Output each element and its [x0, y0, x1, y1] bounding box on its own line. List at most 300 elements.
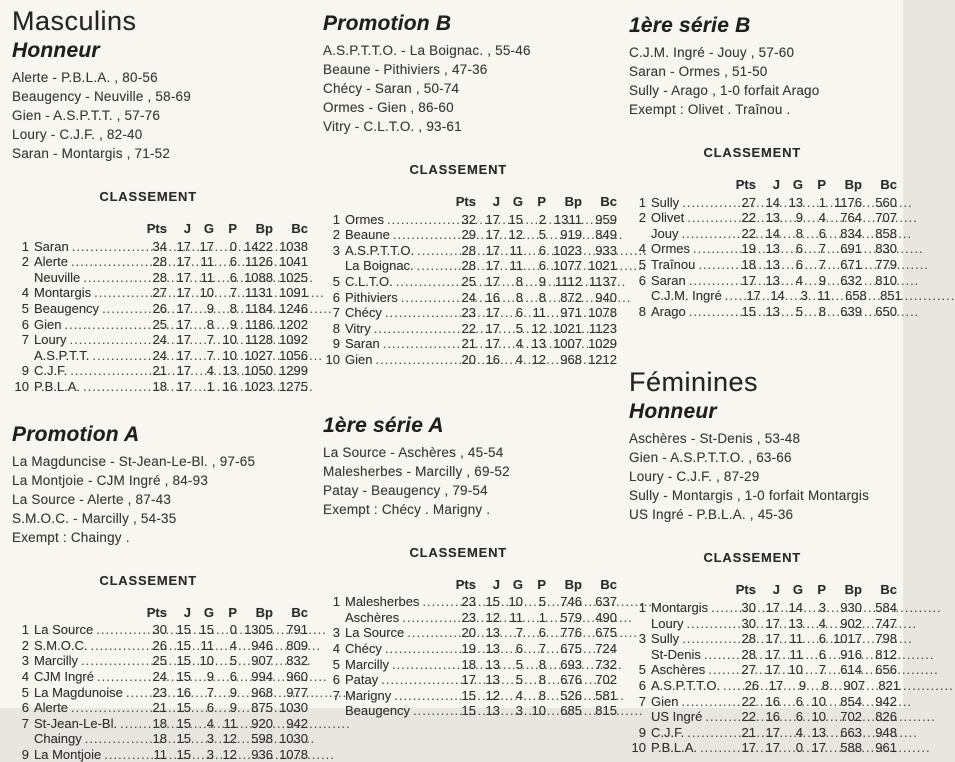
bc-value: 977 [286, 684, 308, 700]
rank-value: 7 [332, 687, 340, 703]
p-value: 8 [538, 656, 546, 672]
g-value: 6 [795, 256, 803, 272]
bc-value: 1212 [588, 351, 617, 367]
col-header-bp: Bp [844, 582, 862, 598]
column-middle [323, 0, 617, 719]
dot-leader [102, 301, 137, 317]
pts-value: 34 [152, 238, 167, 254]
bc-value: 959 [595, 211, 617, 227]
team-name: Aschères [651, 662, 706, 678]
bp-value: 916 [840, 646, 862, 662]
bc-value: 1202 [279, 316, 308, 332]
bc-value: 702 [595, 672, 617, 688]
table-row [12, 285, 308, 301]
team-name: Malesherbes [345, 594, 420, 610]
p-value: 2 [538, 211, 546, 227]
rank-value: 5 [21, 684, 29, 700]
standings-header-row [323, 577, 617, 593]
pts-value: 19 [461, 640, 476, 656]
col-header-bp: Bp [255, 221, 273, 236]
bp-value: 968 [251, 684, 273, 700]
bc-value: 581 [595, 687, 617, 703]
bc-value: 810 [875, 272, 897, 288]
team-name: A.S.P.T.T. [34, 347, 90, 363]
team-name: Montargis [34, 285, 92, 301]
dot-leader [83, 270, 137, 286]
table-row [12, 700, 308, 716]
g-value: 3 [206, 746, 214, 762]
g-value: 6 [206, 700, 214, 716]
dot-leader [72, 239, 137, 255]
classement-heading: CLASSEMENT [703, 145, 802, 160]
j-value: 13 [765, 256, 780, 272]
p-value: 0 [229, 622, 237, 638]
bp-value: 658 [845, 288, 867, 304]
result-line: Saran - Ormes , 51-50 [629, 64, 768, 79]
pts-value: 23 [461, 594, 476, 610]
bc-value: 830 [875, 241, 897, 257]
bp-value: 598 [251, 731, 273, 747]
bp-value: 1017 [833, 631, 862, 647]
j-value: 15 [485, 594, 500, 610]
pts-value: 27 [741, 194, 756, 210]
bp-value: 776 [560, 625, 582, 641]
dot-leader [413, 703, 446, 719]
results-list [12, 452, 308, 547]
p-value: 0 [229, 238, 237, 254]
g-value: 8 [795, 225, 803, 241]
table-row [323, 212, 617, 228]
rank-value: 5 [332, 656, 340, 672]
bp-value: 1422 [244, 238, 273, 254]
dot-leader [687, 616, 726, 632]
table-row [629, 740, 897, 756]
col-header-g: G [512, 576, 523, 592]
bp-value: 702 [840, 709, 862, 725]
dot-leader [71, 254, 137, 270]
team-name: Marcilly [34, 653, 79, 669]
team-name: Marcilly [345, 656, 390, 672]
rank-value: 3 [332, 242, 340, 258]
col-header-p: P [228, 604, 237, 620]
pts-value: 21 [152, 700, 167, 716]
j-value: 17 [485, 242, 500, 258]
p-value: 7 [818, 256, 826, 272]
team-name: Traînou [651, 256, 696, 272]
pts-value: 29 [461, 227, 476, 243]
table-row [323, 688, 617, 704]
standings-header-row [323, 194, 617, 210]
bp-value: 1027 [244, 347, 273, 363]
table-row [629, 210, 897, 226]
dot-leader [723, 678, 729, 694]
pts-value: 24 [152, 668, 167, 684]
pts-value: 22 [461, 320, 476, 336]
table-row [12, 685, 308, 701]
pts-value: 28 [461, 258, 476, 274]
bc-value: 1299 [279, 363, 308, 379]
pts-value: 18 [741, 256, 756, 272]
g-value: 11 [200, 637, 214, 653]
j-value: 17 [765, 662, 780, 678]
rank-value: 3 [638, 631, 646, 647]
team-name: Pithiviers [345, 289, 398, 305]
g-value: 13 [788, 194, 803, 210]
bp-value: 930 [840, 599, 862, 615]
j-value: 17 [485, 320, 500, 336]
classement-heading: CLASSEMENT [703, 550, 802, 566]
dot-leader [687, 725, 726, 741]
team-name: Gien [651, 693, 679, 709]
team-name: Alerte [34, 254, 68, 270]
col-header-g: G [203, 221, 214, 236]
team-name: La Boignac. [345, 258, 414, 274]
col-header-j: J [183, 604, 191, 620]
result-line: S.M.O.C. - Marcilly , 54-35 [12, 510, 177, 526]
bc-value: 650 [875, 303, 897, 319]
col-header-pts: Pts [455, 194, 476, 209]
table-row [12, 731, 308, 747]
dot-leader [698, 257, 726, 273]
table-row [629, 616, 897, 632]
j-value: 13 [765, 241, 780, 257]
team-name: Beaugency [34, 300, 100, 316]
p-value: 3 [818, 599, 826, 615]
team-name: Olivet [651, 210, 685, 226]
p-value: 16 [222, 378, 237, 394]
team-name: C.L.T.O. [345, 273, 393, 289]
j-value: 16 [485, 351, 500, 367]
rank-value: 2 [638, 210, 646, 226]
pts-value: 24 [461, 289, 476, 305]
g-value: 11 [509, 258, 523, 274]
col-header-p: P [817, 177, 826, 192]
rank-value: 4 [638, 241, 646, 257]
g-value: 1 [206, 378, 214, 394]
result-line: Ormes - Gien , 86-60 [323, 100, 454, 115]
dot-leader [693, 241, 726, 257]
p-value: 8 [538, 687, 546, 703]
p-value: 9 [229, 316, 237, 332]
pts-value: 17 [746, 288, 761, 304]
pts-value: 23 [461, 305, 476, 321]
pts-value: 22 [741, 210, 756, 226]
table-row [12, 653, 308, 669]
dot-leader [120, 716, 137, 732]
team-name: La Source [34, 622, 94, 638]
table-row [629, 662, 897, 678]
team-name: Vitry [345, 320, 371, 336]
bc-value: 1137 [589, 273, 617, 289]
pts-value: 24 [152, 347, 167, 363]
table-row [629, 241, 897, 257]
team-name: Ormes [651, 241, 690, 257]
j-value: 17 [176, 238, 191, 254]
g-value: 3 [515, 703, 523, 719]
result-line: Vitry - C.L.T.O. , 93-61 [323, 119, 462, 134]
team-name: Chécy [345, 305, 382, 321]
rank-value: 9 [332, 336, 340, 352]
bp-value: 1176 [834, 194, 862, 210]
rank-value: 4 [21, 668, 29, 684]
bc-value: 1246 [279, 300, 308, 316]
p-value: 6 [538, 258, 546, 274]
dot-leader [385, 305, 446, 321]
rank-value: 9 [21, 363, 29, 379]
p-value: 17 [811, 740, 826, 756]
col-header-j: J [183, 221, 191, 236]
table-row [12, 301, 308, 317]
g-value: 12 [508, 227, 523, 243]
bc-value: 851 [880, 288, 902, 304]
g-value: 3 [800, 288, 808, 304]
table-row [629, 226, 897, 242]
pts-value: 21 [461, 336, 476, 352]
result-line: Chécy - Saran , 50-74 [323, 81, 460, 96]
dot-leader [104, 747, 137, 762]
p-value: 6 [538, 242, 546, 258]
dot-leader [704, 647, 726, 663]
dot-leader [393, 227, 446, 243]
rank-value: 6 [638, 677, 646, 693]
dot-leader [689, 273, 726, 289]
team-name: Loury [34, 332, 67, 348]
rank-value: 3 [332, 625, 340, 641]
team-name: CJM Ingré [34, 668, 94, 684]
j-value: 17 [176, 316, 191, 332]
j-value: 17 [176, 363, 191, 379]
team-name: Gien [345, 351, 373, 367]
bc-value: 779 [875, 256, 897, 272]
standings-table [323, 577, 617, 719]
col-header-bc: Bc [880, 582, 897, 598]
g-value: 4 [795, 724, 803, 740]
col-header-bp: Bp [844, 177, 862, 192]
classement-heading: CLASSEMENT [99, 572, 197, 588]
g-value: 6 [795, 709, 803, 725]
p-value: 11 [532, 305, 546, 321]
bc-value: 724 [595, 640, 617, 656]
pts-value: 27 [741, 662, 756, 678]
table-row [323, 321, 617, 337]
bp-value: 919 [560, 227, 582, 243]
bp-value: 872 [560, 289, 582, 305]
col-header-p: P [537, 576, 546, 592]
dot-leader [681, 226, 726, 242]
g-value: 4 [206, 715, 214, 731]
pts-value: 28 [461, 242, 476, 258]
team-name: Marigny [345, 687, 392, 703]
j-value: 16 [765, 693, 780, 709]
rank-value: 5 [332, 273, 340, 289]
col-header-bc: Bc [600, 576, 617, 592]
bp-value: 1184 [245, 300, 273, 316]
g-value: 10 [508, 594, 523, 610]
standings-table [323, 194, 617, 368]
team-name: Aschères [345, 609, 400, 625]
p-value: 11 [223, 715, 237, 731]
result-line: A.S.P.T.T.O. - La Boignac. , 55-46 [323, 43, 531, 58]
j-value: 17 [176, 285, 191, 301]
rank-value: 1 [638, 194, 646, 210]
bc-value: 675 [595, 625, 617, 641]
table-row [12, 622, 308, 638]
j-value: 17 [485, 336, 500, 352]
table-row [12, 332, 308, 348]
j-value: 17 [765, 599, 780, 615]
result-line: C.J.M. Ingré - Jouy , 57-60 [629, 45, 795, 60]
bp-value: 1126 [245, 254, 273, 270]
result-line: Saran - Montargis , 71-52 [12, 146, 171, 161]
col-header-j: J [492, 576, 500, 592]
bc-value: 1025 [279, 269, 308, 285]
p-value: 6 [538, 625, 546, 641]
rank-value: 4 [332, 640, 340, 656]
bc-value: 815 [595, 703, 617, 719]
p-value: 1 [538, 609, 546, 625]
dot-leader [417, 243, 446, 259]
dot-leader [396, 274, 446, 290]
p-value: 10 [531, 703, 546, 719]
j-value: 17 [176, 269, 191, 285]
p-value: 10 [222, 332, 237, 348]
col-header-g: G [203, 604, 214, 620]
table-row [629, 304, 897, 320]
j-value: 15 [176, 637, 191, 653]
dot-leader [700, 740, 726, 756]
col-header-pts: Pts [735, 582, 756, 598]
column-left [12, 0, 308, 762]
pts-value: 30 [741, 615, 756, 631]
table-row [323, 227, 617, 243]
team-name: Beaugency [345, 703, 411, 719]
bp-value: 1023 [244, 378, 273, 394]
table-row [323, 703, 617, 719]
division-title: Honneur [12, 39, 100, 62]
category-heading: Masculins [12, 6, 137, 36]
team-name: La Magdunoise [34, 684, 123, 700]
pts-value: 30 [152, 622, 167, 638]
classement-heading: CLASSEMENT [409, 544, 508, 560]
pts-value: 26 [744, 677, 760, 693]
bp-value: 675 [560, 640, 582, 656]
rank-value: 7 [21, 715, 29, 731]
rank-value: 1 [21, 622, 29, 638]
p-value: 10 [811, 693, 826, 709]
pts-value: 23 [152, 684, 167, 700]
results-list [629, 429, 897, 524]
rank-value: 10 [325, 351, 340, 367]
bp-value: 663 [840, 724, 862, 740]
team-name: Saran [34, 238, 69, 254]
results-list [323, 41, 617, 136]
j-value: 16 [176, 684, 191, 700]
j-value: 14 [765, 194, 780, 210]
result-line: Alerte - P.B.L.A. , 80-56 [12, 70, 158, 85]
rank-value: 5 [638, 256, 646, 272]
p-value: 8 [229, 300, 237, 316]
result-line: Exempt : Chaingy . [12, 529, 130, 545]
rank-value: 9 [638, 724, 646, 740]
bc-value: 940 [595, 289, 617, 305]
table-row [323, 336, 617, 352]
g-value: 7 [206, 347, 214, 363]
division-title: Promotion A [12, 422, 140, 446]
table-row [12, 747, 308, 762]
rank-value: 10 [631, 740, 646, 756]
results-list [323, 443, 617, 519]
g-value: 0 [795, 740, 803, 756]
dot-leader [392, 657, 446, 673]
pts-value: 20 [461, 351, 476, 367]
table-row [323, 672, 617, 688]
col-header-bc: Bc [880, 177, 897, 192]
rank-value: 2 [21, 254, 29, 270]
standings-table [629, 177, 902, 319]
table-row [323, 641, 617, 657]
j-value: 13 [485, 656, 500, 672]
j-value: 16 [765, 709, 780, 725]
table-row [12, 379, 308, 395]
j-value: 13 [485, 703, 500, 719]
dot-leader [401, 290, 446, 306]
j-value: 13 [485, 625, 500, 641]
rank-value: 1 [638, 599, 646, 615]
g-value: 4 [515, 687, 523, 703]
j-value: 17 [765, 646, 780, 662]
classement-heading: CLASSEMENT [409, 162, 508, 177]
j-value: 17 [176, 378, 191, 394]
j-value: 12 [485, 609, 500, 625]
bc-value: 849 [595, 227, 617, 243]
team-name: La Source [345, 625, 405, 641]
bp-value: 907 [251, 653, 273, 669]
team-name: Saran [345, 336, 380, 352]
category-heading: Féminines [629, 367, 759, 398]
dot-leader [70, 332, 137, 348]
results-section [629, 14, 902, 319]
dot-leader [422, 594, 446, 610]
results-list [12, 68, 308, 163]
pts-value: 28 [152, 269, 167, 285]
table-row [12, 239, 308, 255]
p-value: 13 [222, 363, 237, 379]
p-value: 4 [229, 637, 237, 653]
j-value: 15 [176, 653, 191, 669]
pts-value: 20 [461, 625, 476, 641]
bp-value: 907 [843, 677, 866, 693]
bp-value: 639 [840, 303, 862, 319]
bp-value: 968 [560, 351, 582, 367]
bp-value: 1050 [244, 363, 273, 379]
dot-leader [81, 653, 137, 669]
table-row [12, 254, 308, 270]
g-value: 8 [515, 273, 523, 289]
p-value: 5 [538, 227, 546, 243]
team-name: C.J.F. [651, 724, 685, 740]
dot-leader [407, 625, 446, 641]
g-value: 5 [795, 303, 803, 319]
bp-value: 526 [560, 687, 582, 703]
rank-value: 7 [638, 693, 646, 709]
p-value: 8 [818, 303, 826, 319]
table-row [12, 270, 308, 286]
rank-value: 1 [332, 594, 340, 610]
pts-value: 17 [741, 740, 756, 756]
j-value: 17 [485, 227, 500, 243]
rank-value: 1 [21, 238, 29, 254]
bc-value: 821 [878, 677, 901, 693]
